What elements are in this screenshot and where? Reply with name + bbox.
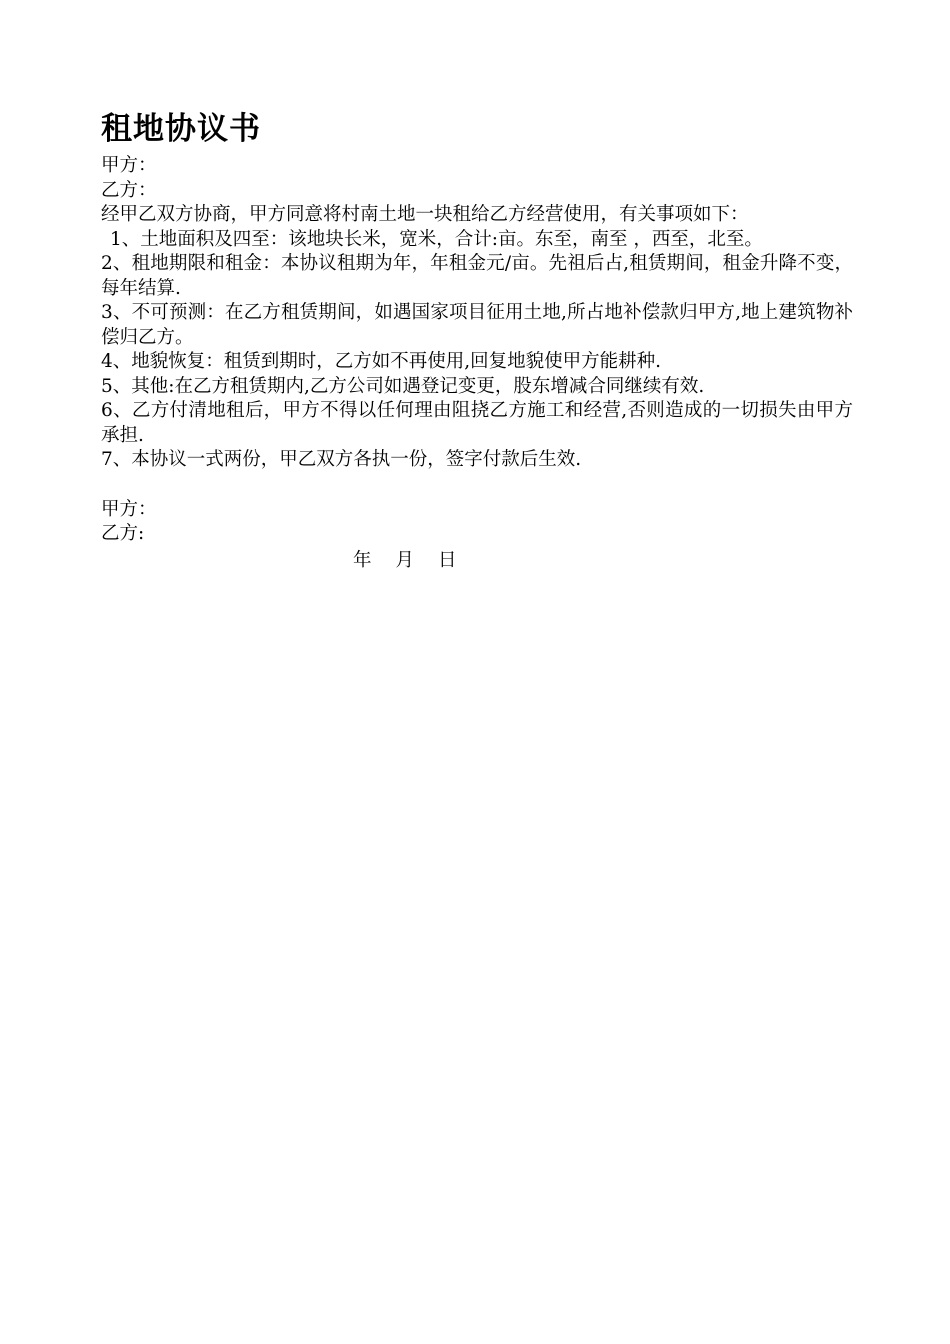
intro-paragraph: 经甲乙双方协商，甲方同意将村南土地一块租给乙方经营使用，有关事项如下： (101, 204, 749, 225)
document-title: 租地协议书 (101, 111, 261, 147)
clause-5: 5、其他:在乙方租赁期内,乙方公司如遇登记变更，股东增减合同继续有效. (101, 375, 705, 397)
signature-date (101, 548, 853, 574)
signature-party-a: 甲方： (101, 498, 157, 520)
signature-party-b: 乙方: (101, 523, 145, 544)
date-day: 日 (438, 549, 457, 571)
clause-2: 2、租地期限和租金：本协议租期为年，年租金元/亩。先祖后占,租赁期间，租金升降不变，每年结算. (101, 253, 853, 299)
party-a-label: 甲方： (101, 155, 157, 176)
clause-4: 4、地貌恢复：租赁到期时，乙方如不再使用,回复地貌使甲方能耕种. (101, 351, 662, 372)
clause-6: 6、乙方付清地租后，甲方不得以任何理由阻挠乙方施工和经营,否则造成的一切损失由甲方承担. (101, 400, 853, 446)
clause-1: 1、土地面积及四至：该地块长米，宽米，合计:亩。东至，南至 ，西至，北至。 (110, 228, 763, 250)
date-month: 月 (395, 549, 415, 571)
document-page (101, 108, 853, 574)
party-b-label: 乙方： (101, 179, 157, 201)
clause-3: 3、不可预测：在乙方租赁期间，如遇国家项目征用土地,所占地补偿款归甲方,地上建筑物补偿归乙方。 (101, 302, 853, 348)
clause-7: 7、本协议一式两份，甲乙双方各执一份，签字付款后生效. (101, 449, 582, 470)
date-year: 年 (353, 549, 372, 571)
section-spacer (101, 473, 853, 498)
